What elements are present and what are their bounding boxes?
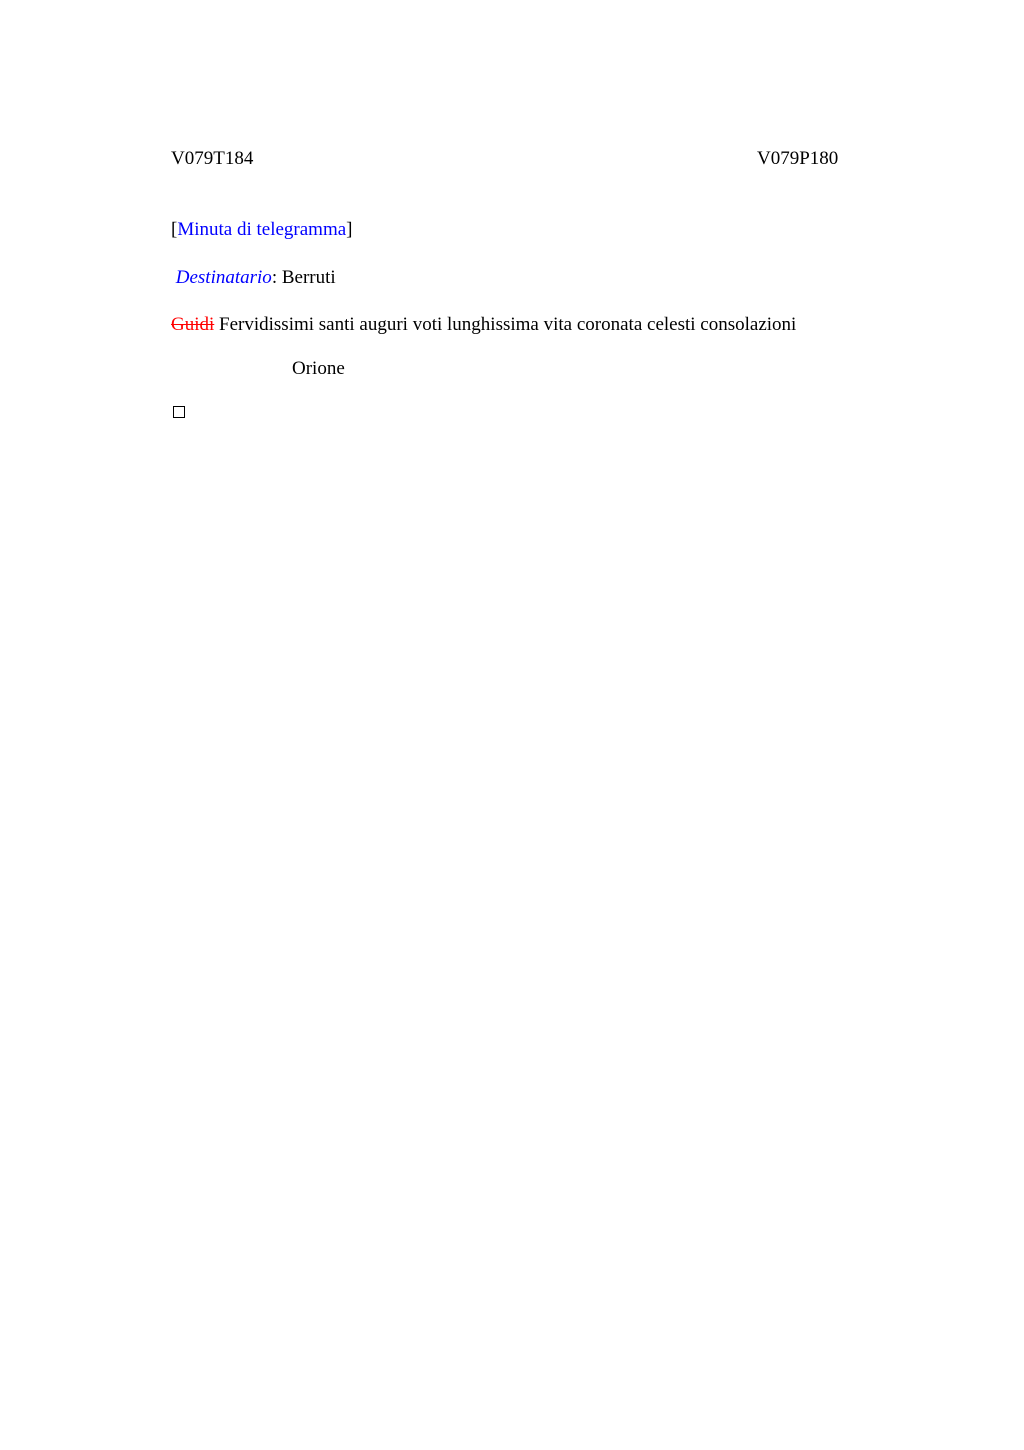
document-type-line [171,218,353,242]
close-bracket: ] [346,219,353,240]
telegram-body [171,313,796,337]
recipient-label: Destinatario [175,267,272,288]
document-code-left: V079T184 [171,148,254,169]
recipient-line [171,266,336,290]
deleted-word: Guidi [171,314,215,335]
recipient-separator: : [271,267,282,288]
document-type-label: Minuta di telegramma [177,219,347,240]
open-bracket: [ [171,219,178,240]
recipient-name: Berruti [281,267,336,288]
signature: Orione [292,358,345,379]
telegram-text: Fervidissimi santi auguri voti lunghissima vita coronata celesti consolazioni [219,314,797,335]
document-code-right: V079P180 [757,148,839,169]
end-box-icon [173,406,185,418]
